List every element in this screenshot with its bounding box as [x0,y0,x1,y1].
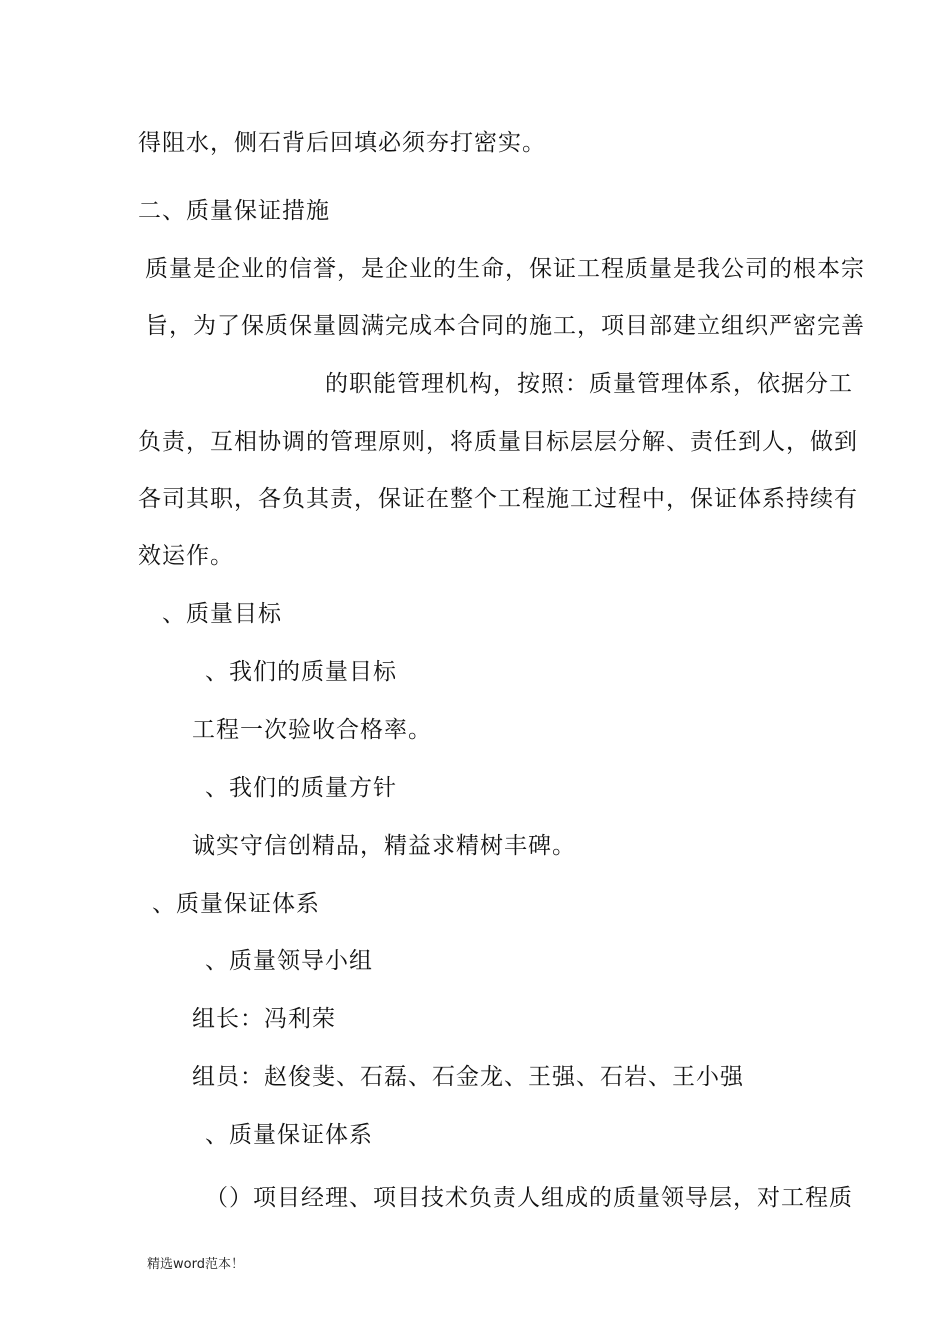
text-line: 效运作。 [138,543,234,569]
section-heading: 二、质量保证措施 [138,198,330,224]
text-line: 得阻水，侧石背后回填必须夯打密实。 [138,130,546,156]
text-line: 各司其职，各负其责，保证在整个工程施工过程中，保证体系持续有 [138,486,858,512]
subsection-heading: 、我们的质量方针 [205,775,397,801]
subsection-heading: 、质量目标 [162,601,282,627]
text-line: 质量是企业的信誉，是企业的生命，保证工程质量是我公司的根本宗 [145,256,865,282]
text-line: 旨，为了保质保量圆满完成本合同的施工，项目部建立组织严密完善 [145,313,865,339]
text-line: 诚实守信创精品，精益求精树丰碑。 [192,833,576,859]
text-line: 组长：冯利荣 [192,1006,336,1032]
text-line: 组员：赵俊斐、石磊、石金龙、王强、石岩、王小强 [192,1064,744,1090]
text-line: 工程一次验收合格率。 [192,717,432,743]
text-line: 负责，互相协调的管理原则，将质量目标层层分解、责任到人，做到 [138,429,858,455]
page-footer: 精选word范本！ [147,1257,244,1272]
subsection-heading: 、我们的质量目标 [205,659,397,685]
subsection-heading: 、质量保证体系 [152,891,320,917]
text-line: 的职能管理机构，按照：质量管理体系，依据分工 [325,371,853,397]
subsection-heading: 、质量领导小组 [205,948,373,974]
subsection-heading: 、质量保证体系 [205,1122,373,1148]
text-line: （）项目经理、项目技术负责人组成的质量领导层，对工程质 [205,1185,853,1211]
